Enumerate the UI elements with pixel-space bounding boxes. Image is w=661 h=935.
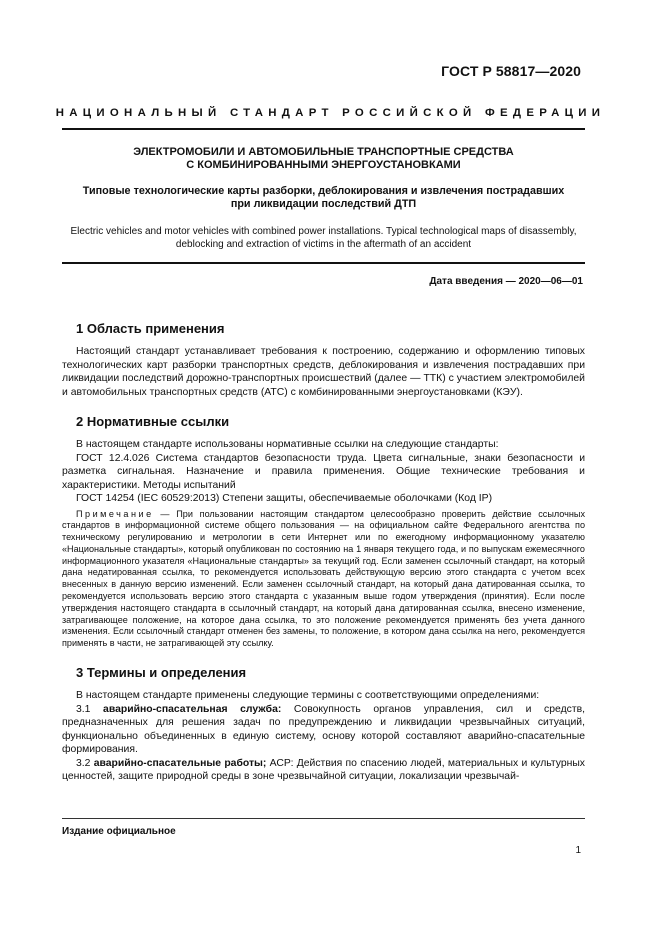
document-main-title	[62, 146, 585, 172]
term-3-1-number: 3.1	[76, 703, 91, 715]
main-title-line-1: ЭЛЕКТРОМОБИЛИ И АВТОМОБИЛЬНЫЕ ТРАНСПОРТНЫЕ СРЕДСТВА	[133, 146, 514, 158]
note-text: — При пользовании настоящим стандартом целесообразно проверить действие ссылочных стандартов в информационной системе общего пользования — на официальном сайте Федерального агентства по техническому регулированию и метрологии в сети Интернет или по ежегодному информационному указателю «Национальные стандарты», который опубликован по состоянию на 1 января текущего года, и по выпускам ежемесячного информационного указателя «Национальные стандарты» за текущий год. Если заменен ссылочный стандарт, на который дана недатированная ссылка, то рекомендуется использовать действующую версию этого стандарта с учетом всех внесенных в данную версию изменений. Если заменен ссылочный стандарт, на который дана датированная ссылка, то рекомендуется использовать версию этого стандарта с указанным выше годом утверждения (принятия). Если после утверждения настоящего стандарта в ссылочный стандарт, на который дана датированная ссылка, внесено изменение, затрагивающее положение, на которое дана ссылка, то это положение рекомендуется применять без учета данного изменения. Если ссылочный стандарт отменен без замены, то положение, в котором дана ссылка на него, рекомендуется применять в части, не затрагивающей эту ссылку.	[62, 508, 585, 649]
note-label: Примечание	[76, 508, 154, 519]
introduction-date: Дата введения — 2020—06—01	[429, 276, 583, 287]
english-title-line-2: deblocking and extraction of victims in the aftermath of an accident	[175, 238, 472, 250]
section-2-title: 2 Нормативные ссылки	[76, 414, 230, 429]
section-2-paragraph-2: ГОСТ 12.4.026 Система стандартов безопасности труда. Цвета сигнальные, знаки безопасности и разметка сигнальная. Назначение и правила применения. Общие технические требования и характеристики. Методы испытаний	[62, 452, 585, 491]
section-2-paragraph-3: ГОСТ 14254 (IEC 60529:2013) Степени защиты, обеспечиваемые оболочками (Код IP)	[76, 493, 493, 504]
section-2-paragraph-1: В настоящем стандарте использованы нормативные ссылки на следующие стандарты:	[76, 439, 499, 450]
main-title-line-2: С КОМБИНИРОВАННЫМИ ЭНЕРГОУСТАНОВКАМИ	[186, 159, 461, 171]
national-standard-heading: НАЦИОНАЛЬНЫЙ СТАНДАРТ РОССИЙСКОЙ ФЕДЕРАЦИИ	[55, 107, 606, 119]
document-subtitle	[62, 185, 585, 211]
bottom-rule	[62, 262, 585, 264]
english-title	[62, 226, 585, 251]
section-1-title: 1 Область применения	[76, 321, 225, 336]
term-3-1	[62, 703, 585, 757]
footer-rule	[62, 818, 585, 819]
term-3-2-number: 3.2	[76, 757, 91, 769]
term-3-2-definition: АСР: Действия по спасению людей, материальных и культурных ценностей, защите природной среды в зоне чрезвычайной ситуации, локализации чрезвычай-	[62, 757, 585, 783]
term-3-1-term: аварийно-спасательная служба:	[103, 703, 282, 715]
section-3-paragraph-1: В настоящем стандарте применены следующие термины с соответствующими определениями:	[76, 690, 540, 702]
section-3-title: 3 Термины и определения	[76, 665, 247, 681]
english-title-line-1: Electric vehicles and motor vehicles with combined power installations. Typical technological maps of disassembly,	[70, 226, 577, 237]
official-edition-label: Издание официальное	[62, 826, 176, 837]
section-2-note	[62, 509, 585, 651]
term-3-2-term: аварийно-спасательные работы;	[93, 757, 267, 769]
document-body	[62, 321, 585, 784]
gost-number: ГОСТ Р 58817—2020	[441, 63, 581, 79]
subtitle-line-1: Типовые технологические карты разборки, деблокирования и извлечения пострадавших	[82, 185, 565, 197]
section-1-paragraph: Настоящий стандарт устанавливает требования к построению, содержанию и оформлению типовых технологических карт разборки транспортных средств, деблокирования и извлечения пострадавших при ликвидации последствий дорожно-транспортных происшествий (далее — ТТК) с участием электромобилей и автомобильных транспортных средств (АТС) с комбинированными энергоустановками (КЭУ).	[62, 346, 585, 398]
term-3-2	[62, 757, 585, 784]
page-number: 1	[575, 845, 581, 856]
subtitle-line-2: при ликвидации последствий ДТП	[230, 198, 417, 210]
top-rule	[62, 128, 585, 130]
term-3-1-definition: Совокупность органов управления, сил и средств, предназначенных для решения задач по предупреждению и ликвидации чрезвычайных ситуаций, функционально объединенных в единую систему, основу которой составляют аварийно-спасательные формирования.	[62, 703, 585, 756]
